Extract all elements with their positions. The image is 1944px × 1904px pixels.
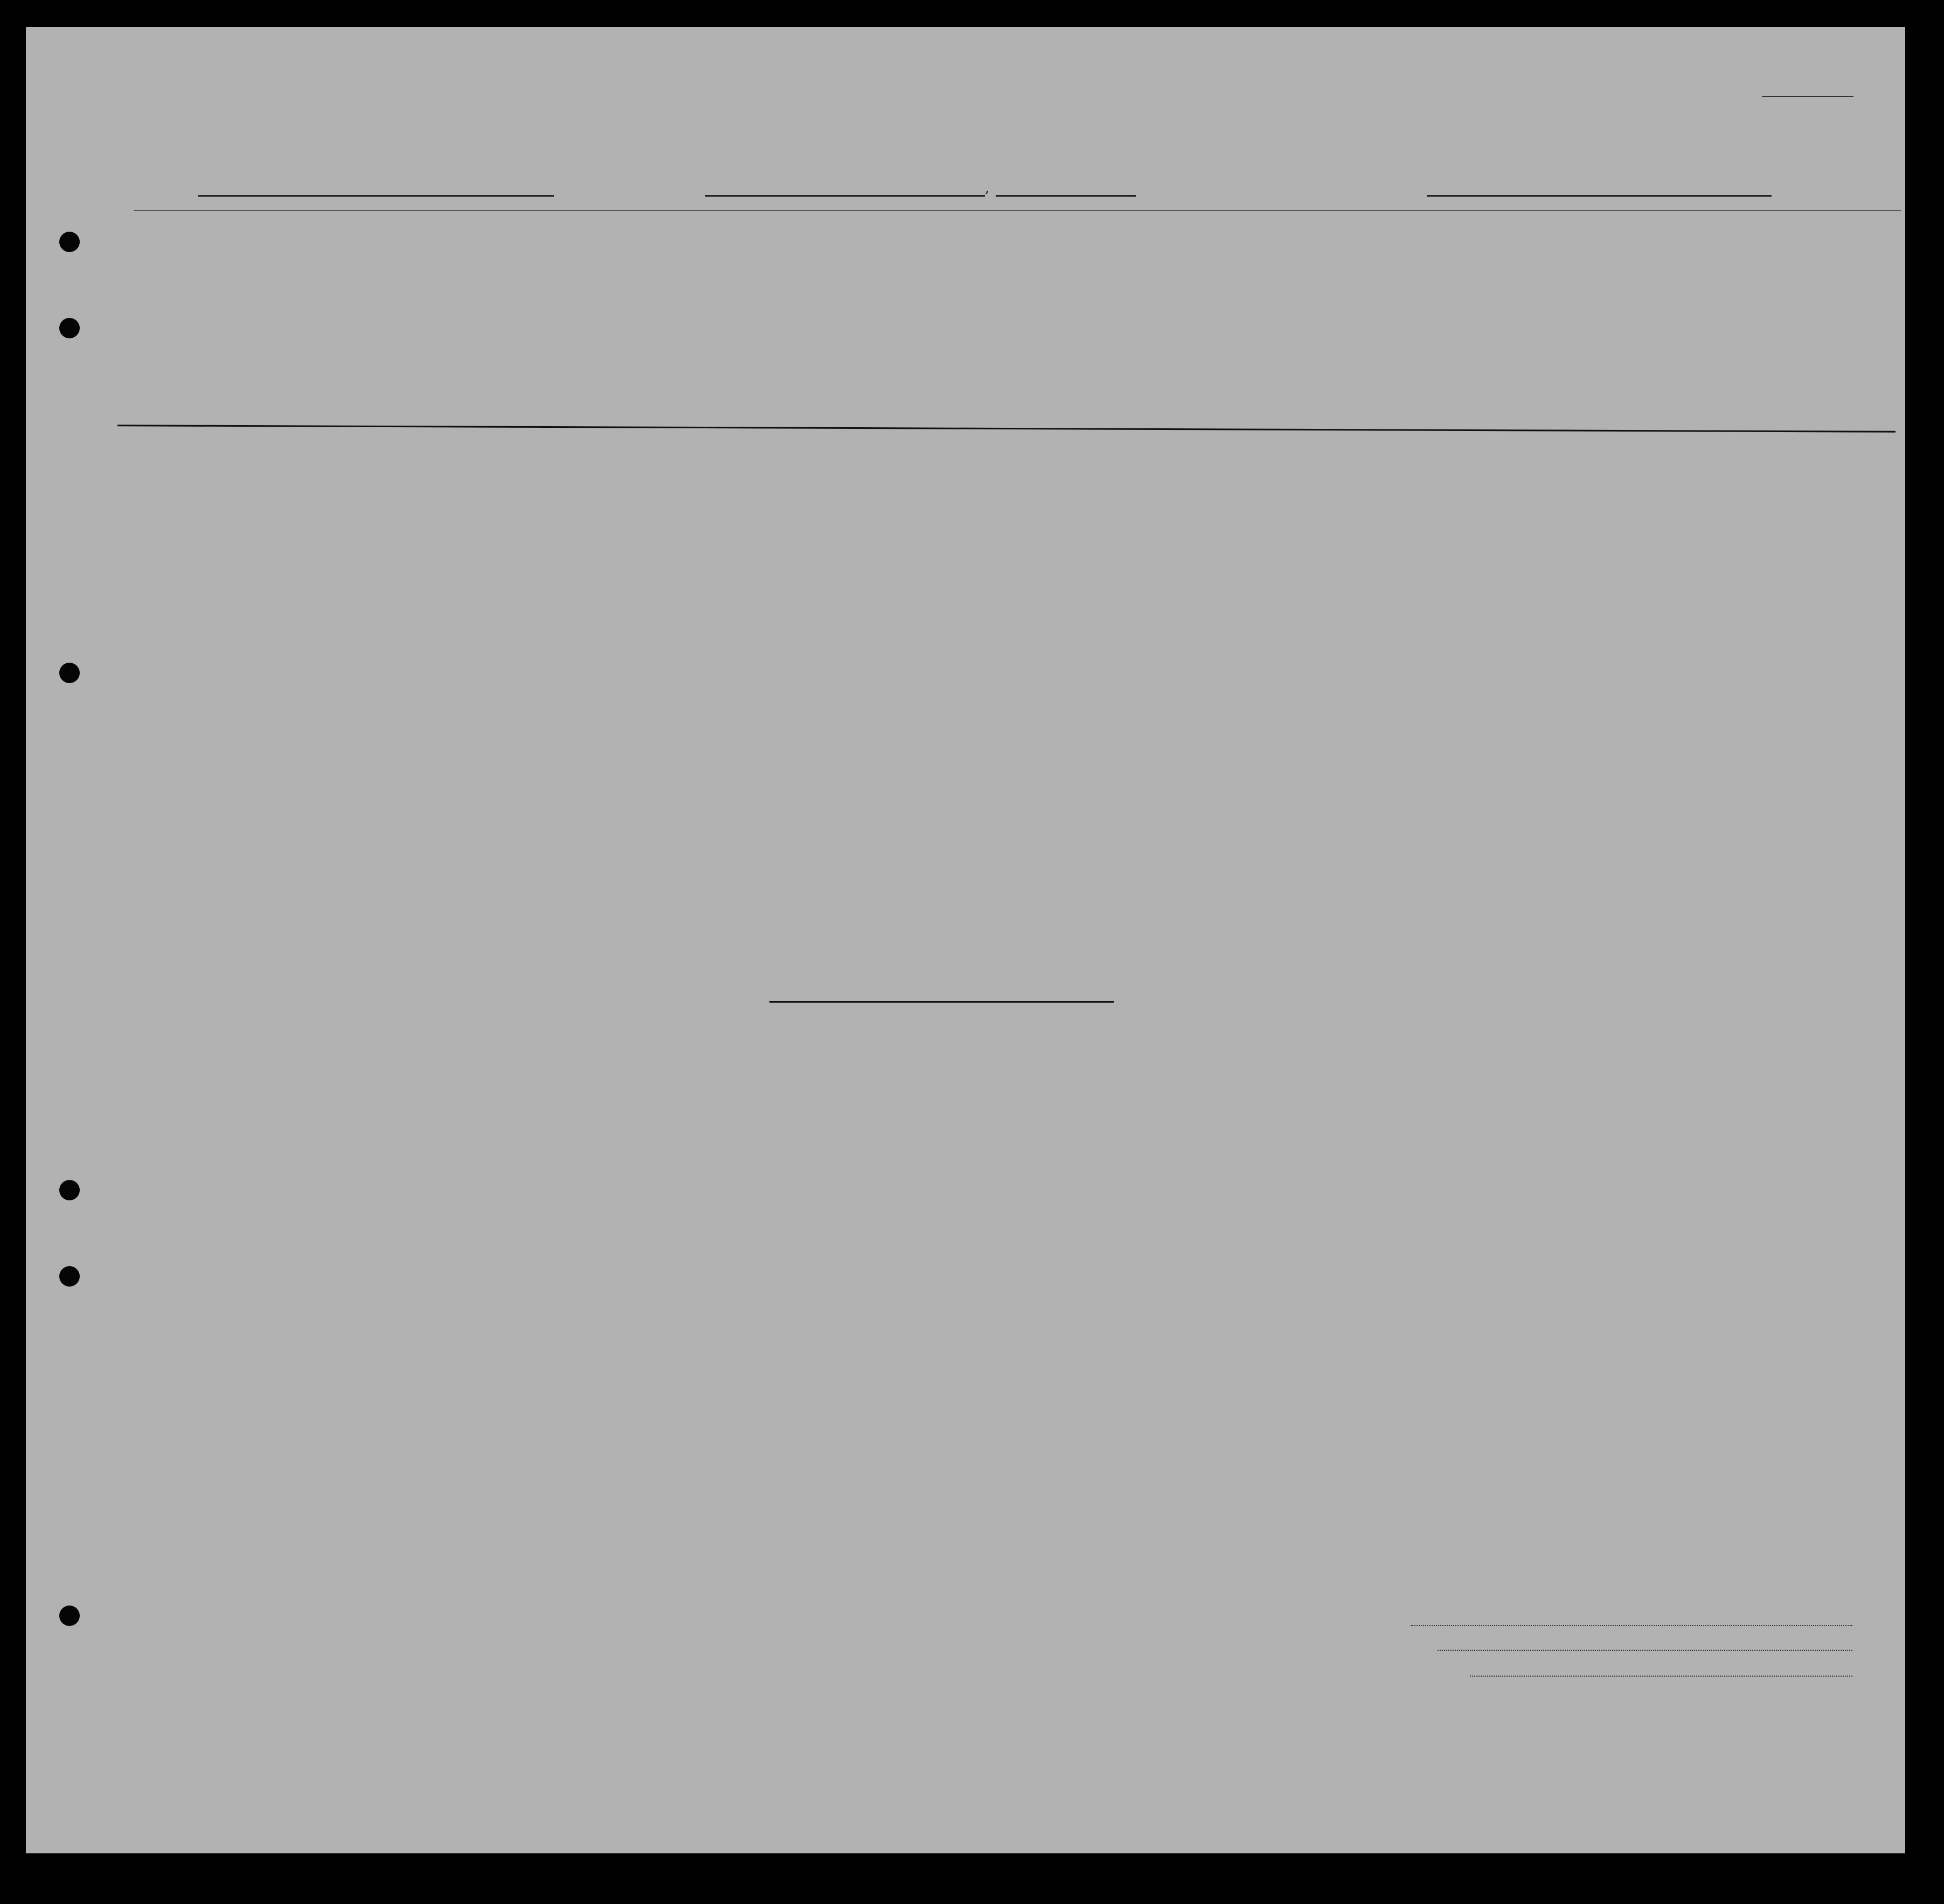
signature-underline <box>769 1001 1114 1003</box>
line-rule <box>1411 1625 1852 1626</box>
comma: , <box>985 180 990 196</box>
manifest-sheet <box>26 27 1905 1853</box>
table-grid <box>26 27 1905 1853</box>
owners-rule <box>1438 1650 1852 1651</box>
agents-rule <box>1470 1676 1852 1677</box>
